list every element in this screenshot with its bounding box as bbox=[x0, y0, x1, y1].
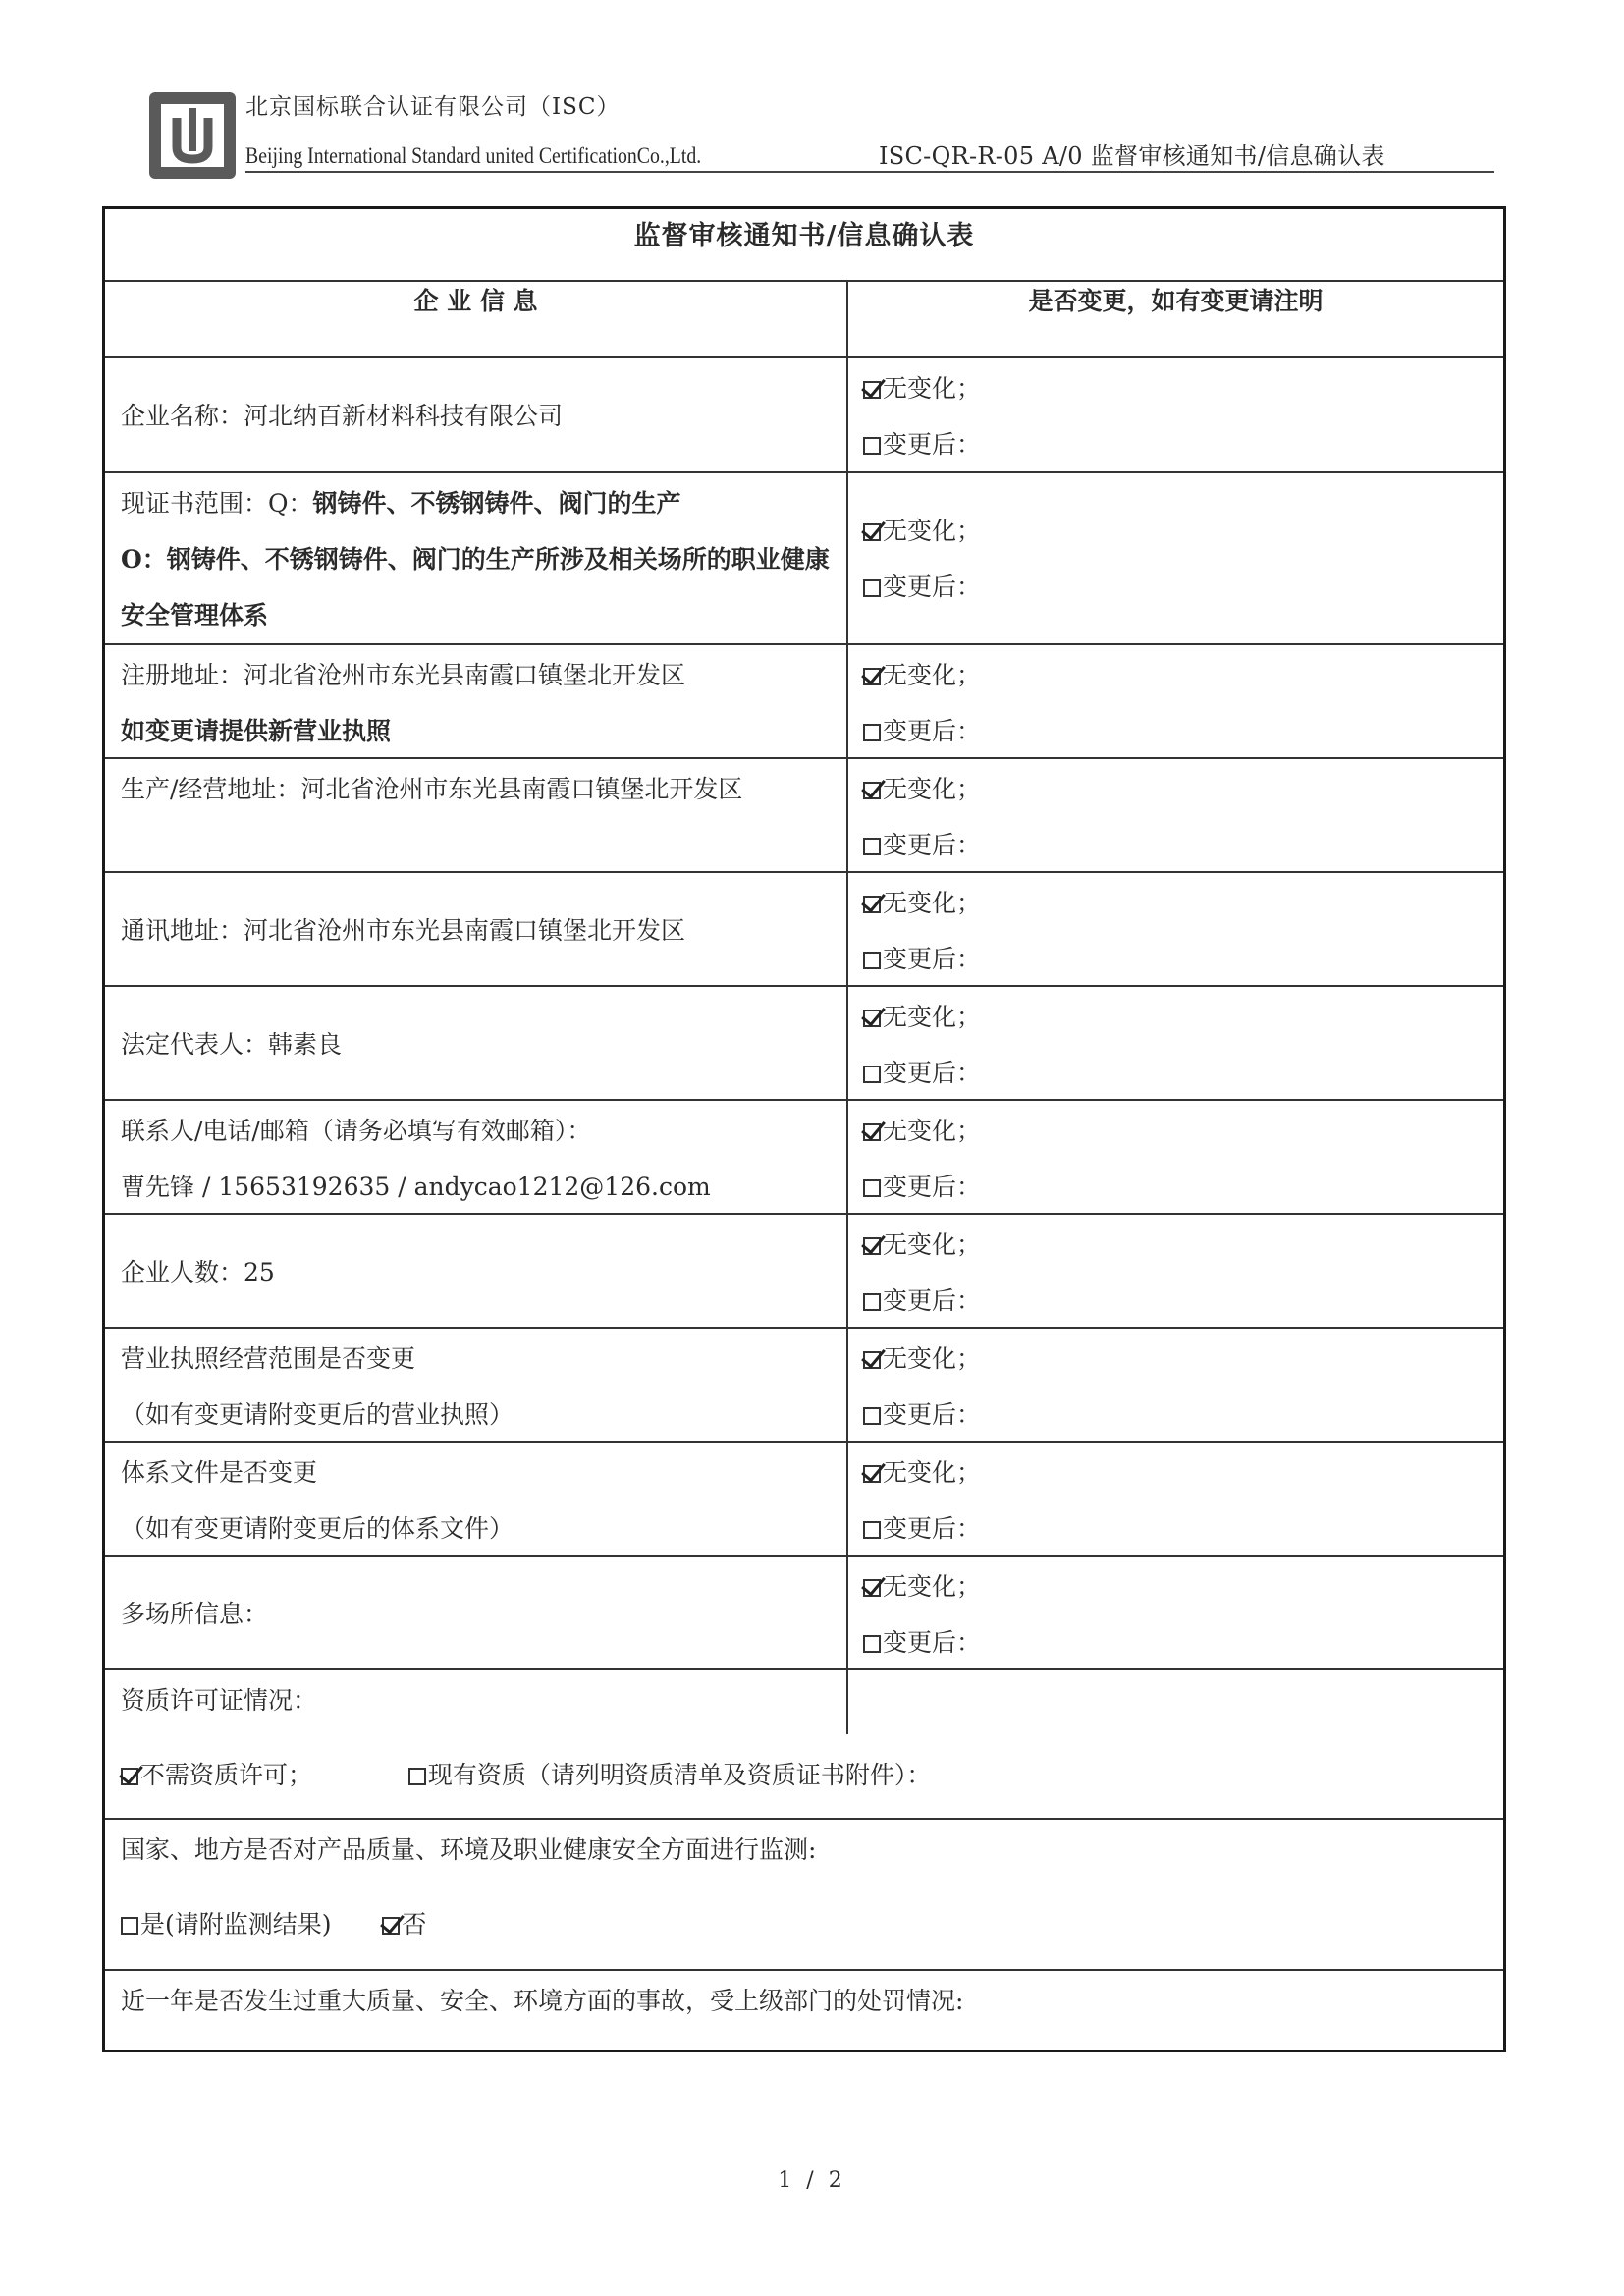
checkbox-checked-icon[interactable] bbox=[863, 1237, 881, 1255]
qualification-row bbox=[105, 1670, 1503, 1820]
change-options bbox=[863, 647, 1491, 759]
no-change-option[interactable]: 无变化； bbox=[863, 875, 1491, 931]
incident-label: 近一年是否发生过重大质量、安全、环境方面的事故，受上级部门的处罚情况: bbox=[121, 1987, 964, 2015]
changed-option[interactable]: 变更后： bbox=[863, 1159, 1491, 1215]
changed-option[interactable]: 变更后： bbox=[863, 1045, 1491, 1101]
form-row bbox=[105, 873, 1503, 987]
monitoring-row bbox=[105, 1820, 1503, 1971]
checkbox-empty-icon[interactable] bbox=[863, 1521, 881, 1539]
changed-option[interactable]: 变更后： bbox=[863, 1501, 1491, 1557]
row-label: 营业执照经营范围是否变更 （如有变更请附变更后的营业执照） bbox=[121, 1344, 514, 1429]
checkbox-checked-icon[interactable] bbox=[863, 668, 881, 685]
row-label: 企业名称：河北纳百新材料科技有限公司 bbox=[121, 402, 564, 430]
change-options bbox=[863, 503, 1491, 615]
page-header bbox=[0, 0, 1624, 187]
change-options bbox=[863, 360, 1491, 472]
checkbox-empty-icon[interactable] bbox=[863, 1407, 881, 1425]
no-change-option[interactable]: 无变化； bbox=[863, 1103, 1491, 1159]
change-options bbox=[863, 1331, 1491, 1443]
column-header-row bbox=[105, 280, 1503, 358]
document-code: ISC-QR-R-05 A/0 监督审核通知书/信息确认表 bbox=[879, 142, 1385, 170]
checkbox-empty-icon[interactable] bbox=[863, 1066, 881, 1083]
change-options bbox=[863, 761, 1491, 873]
change-options bbox=[863, 1103, 1491, 1215]
form-row bbox=[105, 987, 1503, 1101]
no-change-option[interactable]: 无变化； bbox=[863, 761, 1491, 817]
checkbox-empty-icon[interactable] bbox=[863, 724, 881, 741]
changed-option[interactable]: 变更后： bbox=[863, 703, 1491, 759]
existing-qualification-option[interactable]: 现有资质（请列明资质清单及资质证书附件）： bbox=[408, 1761, 932, 1789]
checkbox-checked-icon[interactable] bbox=[382, 1917, 400, 1935]
change-options bbox=[863, 1558, 1491, 1670]
form-row bbox=[105, 473, 1503, 645]
checkbox-empty-icon[interactable] bbox=[863, 1635, 881, 1653]
row-label: 企业人数：25 bbox=[121, 1258, 275, 1286]
changed-option[interactable]: 变更后： bbox=[863, 559, 1491, 615]
row-label: 法定代表人：韩素良 bbox=[121, 1030, 343, 1059]
checkbox-empty-icon[interactable] bbox=[863, 1293, 881, 1311]
form-row bbox=[105, 1215, 1503, 1329]
changed-option[interactable]: 变更后： bbox=[863, 931, 1491, 987]
checkbox-empty-icon[interactable] bbox=[121, 1917, 138, 1935]
checkbox-checked-icon[interactable] bbox=[863, 896, 881, 913]
no-change-option[interactable]: 无变化； bbox=[863, 1217, 1491, 1273]
checkbox-checked-icon[interactable] bbox=[863, 1123, 881, 1141]
form-row bbox=[105, 358, 1503, 473]
checkbox-empty-icon[interactable] bbox=[863, 579, 881, 597]
checkbox-checked-icon[interactable] bbox=[863, 1351, 881, 1369]
no-change-option[interactable]: 无变化； bbox=[863, 1331, 1491, 1387]
no-change-option[interactable]: 无变化； bbox=[863, 360, 1491, 416]
change-options bbox=[863, 989, 1491, 1101]
form-row bbox=[105, 759, 1503, 873]
checkbox-empty-icon[interactable] bbox=[408, 1768, 426, 1785]
no-change-option[interactable]: 无变化； bbox=[863, 989, 1491, 1045]
checkbox-checked-icon[interactable] bbox=[863, 1010, 881, 1027]
page-number: 1 / 2 bbox=[778, 2168, 846, 2193]
form-title: 监督审核通知书/信息确认表 bbox=[105, 209, 1503, 282]
monitoring-label: 国家、地方是否对产品质量、环境及职业健康安全方面进行监测: bbox=[121, 1835, 817, 1864]
row-label: 体系文件是否变更 （如有变更请附变更后的体系文件） bbox=[121, 1458, 514, 1543]
header-rule bbox=[245, 171, 1494, 173]
qualification-options bbox=[121, 1747, 1488, 1803]
no-change-option[interactable]: 无变化； bbox=[863, 1558, 1491, 1614]
checkbox-checked-icon[interactable] bbox=[863, 1465, 881, 1483]
changed-option[interactable]: 变更后： bbox=[863, 416, 1491, 472]
checkbox-checked-icon[interactable] bbox=[863, 523, 881, 541]
monitoring-options bbox=[121, 1896, 1488, 1952]
monitoring-no-option[interactable]: 否 bbox=[382, 1910, 426, 1939]
form-row bbox=[105, 1329, 1503, 1443]
company-name-cn: 北京国标联合认证有限公司（ISC） bbox=[245, 94, 621, 120]
checkbox-empty-icon[interactable] bbox=[863, 952, 881, 969]
changed-option[interactable]: 变更后： bbox=[863, 1387, 1491, 1443]
change-options bbox=[863, 875, 1491, 987]
checkbox-empty-icon[interactable] bbox=[863, 437, 881, 455]
change-options bbox=[863, 1445, 1491, 1557]
qualification-label: 资质许可证情况： bbox=[121, 1686, 318, 1715]
confirmation-form-table bbox=[102, 206, 1506, 2052]
company-name-en: Beijing International Standard united CertificationCo.,Ltd. bbox=[245, 143, 702, 168]
no-change-option[interactable]: 无变化； bbox=[863, 1445, 1491, 1501]
row-label: 通讯地址：河北省沧州市东光县南霞口镇堡北开发区 bbox=[121, 916, 686, 945]
checkbox-checked-icon[interactable] bbox=[863, 782, 881, 799]
change-options bbox=[863, 1217, 1491, 1329]
checkbox-empty-icon[interactable] bbox=[863, 838, 881, 855]
checkbox-checked-icon[interactable] bbox=[863, 381, 881, 399]
checkbox-checked-icon[interactable] bbox=[121, 1768, 138, 1785]
no-change-option[interactable]: 无变化； bbox=[863, 647, 1491, 703]
form-row bbox=[105, 1557, 1503, 1670]
form-row bbox=[105, 1101, 1503, 1215]
changed-option[interactable]: 变更后： bbox=[863, 817, 1491, 873]
form-row bbox=[105, 645, 1503, 759]
company-logo bbox=[147, 90, 238, 181]
column-header-change-status: 是否变更，如有变更请注明 bbox=[1028, 287, 1324, 315]
changed-option[interactable]: 变更后： bbox=[863, 1273, 1491, 1329]
row-label: 现证书范围：Q：钢铸件、不锈钢铸件、阀门的生产 O：钢铸件、不锈钢铸件、阀门的生产所涉及相关场所的职业健康安全管理体系 bbox=[121, 489, 830, 629]
row-label: 多场所信息： bbox=[121, 1600, 269, 1628]
no-change-option[interactable]: 无变化； bbox=[863, 503, 1491, 559]
not-required-option[interactable]: 不需资质许可； bbox=[121, 1761, 312, 1789]
row-label: 注册地址：河北省沧州市东光县南霞口镇堡北开发区 如变更请提供新营业执照 bbox=[121, 661, 686, 745]
form-row bbox=[105, 1443, 1503, 1557]
checkbox-empty-icon[interactable] bbox=[863, 1179, 881, 1197]
row-label: 生产/经营地址：河北省沧州市东光县南霞口镇堡北开发区 bbox=[121, 775, 743, 803]
monitoring-yes-option[interactable]: 是(请附监测结果) bbox=[121, 1910, 332, 1939]
row-label: 联系人/电话/邮箱（请务必填写有效邮箱）： 曹先锋 / 15653192635 / andycao1212@126.com bbox=[121, 1117, 711, 1201]
checkbox-checked-icon[interactable] bbox=[863, 1579, 881, 1597]
changed-option[interactable]: 变更后： bbox=[863, 1614, 1491, 1670]
column-header-company-info: 企 业 信 息 bbox=[413, 287, 538, 315]
